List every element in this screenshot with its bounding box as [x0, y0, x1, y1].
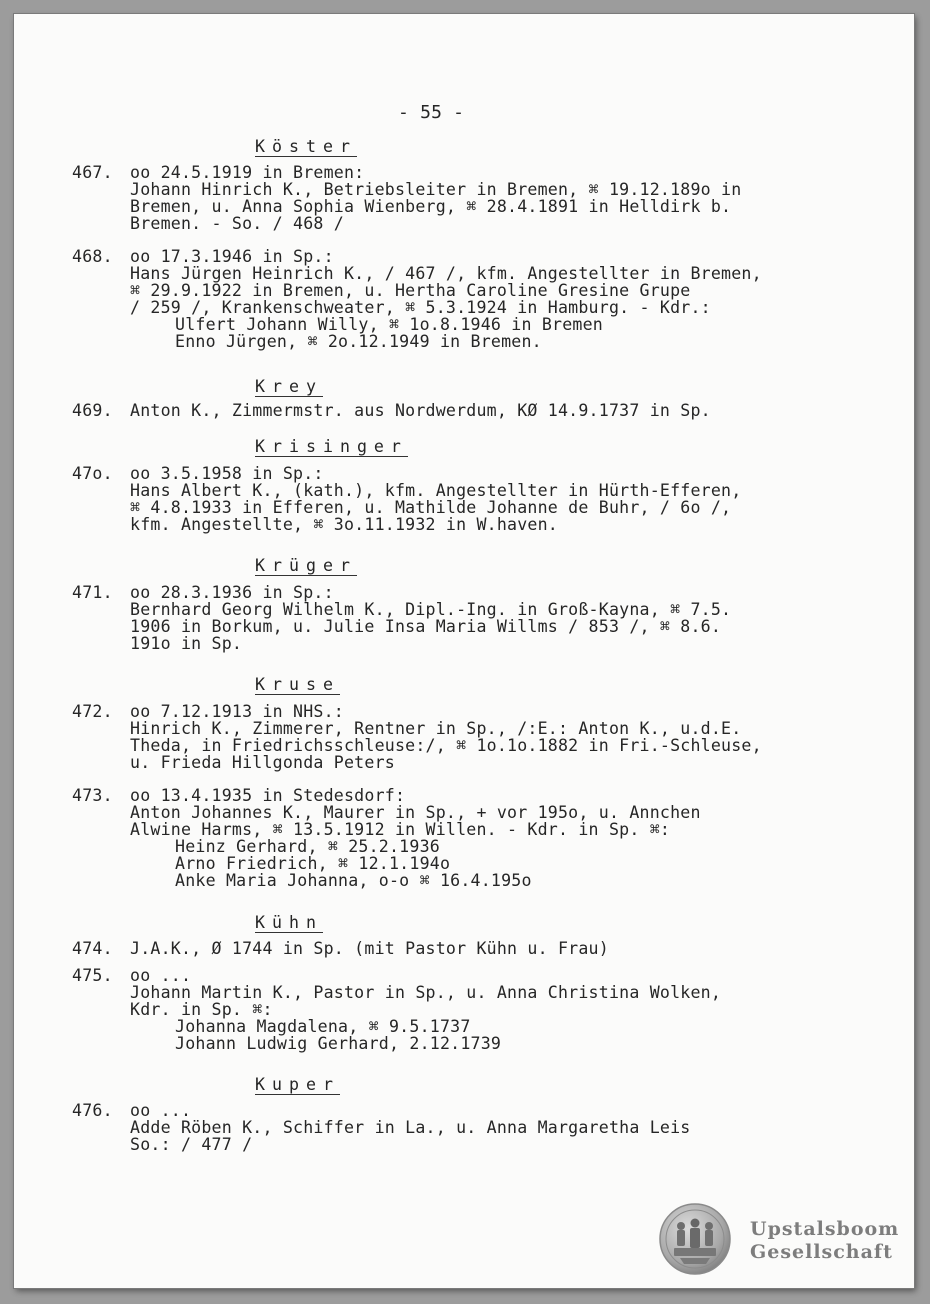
entry-line: Johann Ludwig Gerhard, 2.12.1739	[175, 1034, 502, 1053]
entry-line: oo ...	[130, 966, 192, 985]
section-heading-kuehn: Kühn	[255, 913, 323, 932]
entry-number: 475.	[72, 966, 113, 985]
entry-line: Heinz Gerhard, ⌘ 25.2.1936	[175, 837, 440, 856]
entry-line: Kdr. in Sp. ⌘:	[130, 1000, 273, 1019]
entry-line: Anke Maria Johanna, o-o ⌘ 16.4.195o	[175, 871, 532, 890]
entry-line: Bernhard Georg Wilhelm K., Dipl.-Ing. in Groß-Kayna, ⌘ 7.5.	[130, 600, 732, 619]
entry-line: u. Frieda Hillgonda Peters	[130, 753, 395, 772]
society-name	[750, 1218, 899, 1264]
entry-line: kfm. Angestellte, ⌘ 3o.11.1932 in W.haven.	[130, 515, 558, 534]
entry-number: 468.	[72, 247, 113, 266]
entry-line: Alwine Harms, ⌘ 13.5.1912 in Willen. - Kdr. in Sp. ⌘:	[130, 820, 671, 839]
entry-line: Enno Jürgen, ⌘ 2o.12.1949 in Bremen.	[175, 332, 542, 351]
entry-line: Bremen, u. Anna Sophia Wienberg, ⌘ 28.4.1891 in Helldirk b.	[130, 197, 732, 216]
entry-line: oo 13.4.1935 in Stedesdorf:	[130, 786, 406, 805]
typewritten-text	[14, 14, 914, 1288]
entry-line: oo 17.3.1946 in Sp.:	[130, 247, 334, 266]
section-heading-krey: Krey	[255, 377, 323, 396]
entry-line: oo ...	[130, 1101, 192, 1120]
entry-line: ⌘ 4.8.1933 in Efferen, u. Mathilde Johanne de Buhr, / 6o /,	[130, 498, 732, 517]
entry-line: oo 28.3.1936 in Sp.:	[130, 583, 334, 602]
entry-number: 467.	[72, 163, 113, 182]
section-heading-kruse: Kruse	[255, 675, 340, 694]
entry-line: So.: / 477 /	[130, 1135, 253, 1154]
section-heading-koester: Köster	[255, 137, 357, 156]
entry-line: Johanna Magdalena, ⌘ 9.5.1737	[175, 1017, 471, 1036]
entry-line: oo 3.5.1958 in Sp.:	[130, 464, 324, 483]
section-heading-krisinger: Krisinger	[255, 437, 408, 456]
entry-line: Johann Martin K., Pastor in Sp., u. Anna Christina Wolken,	[130, 983, 722, 1002]
section-heading-krueger: Krüger	[255, 556, 357, 575]
society-watermark-logo	[658, 1202, 898, 1276]
entry-line: Hans Jürgen Heinrich K., / 467 /, kfm. Angestellter in Bremen,	[130, 264, 762, 283]
entry-line: Ulfert Johann Willy, ⌘ 1o.8.1946 in Bremen	[175, 315, 603, 334]
entry-line: Hans Albert K., (kath.), kfm. Angestellter in Hürth-Efferen,	[130, 481, 742, 500]
entry-number: 476.	[72, 1101, 113, 1120]
entry-line: ⌘ 29.9.1922 in Bremen, u. Hertha Caroline Gresine Grupe	[130, 281, 691, 300]
entry-line: Anton K., Zimmermstr. aus Nordwerdum, KØ 14.9.1737 in Sp.	[130, 401, 711, 420]
entry-number: 472.	[72, 702, 113, 721]
entry-line: / 259 /, Krankenschweater, ⌘ 5.3.1924 in Hamburg. - Kdr.:	[130, 298, 711, 317]
entry-line: Hinrich K., Zimmerer, Rentner in Sp., /:E.: Anton K., u.d.E.	[130, 719, 742, 738]
section-heading-kuper: Kuper	[255, 1075, 340, 1094]
entry-line: Arno Friedrich, ⌘ 12.1.194o	[175, 854, 451, 873]
seal-icon	[658, 1202, 732, 1276]
entry-line: 1906 in Borkum, u. Julie Insa Maria Willms / 853 /, ⌘ 8.6.	[130, 617, 722, 636]
entry-number: 471.	[72, 583, 113, 602]
entry-line: Johann Hinrich K., Betriebsleiter in Bremen, ⌘ 19.12.189o in	[130, 180, 742, 199]
page-number: - 55 -	[398, 102, 465, 123]
entry-line: oo 7.12.1913 in NHS.:	[130, 702, 344, 721]
document-page	[14, 14, 914, 1288]
entry-line: Anton Johannes K., Maurer in Sp., + vor 195o, u. Annchen	[130, 803, 701, 822]
entry-line: Bremen. - So. / 468 /	[130, 214, 344, 233]
entry-line: Theda, in Friedrichsschleuse:/, ⌘ 1o.1o.1882 in Fri.-Schleuse,	[130, 736, 762, 755]
entry-number: 474.	[72, 939, 113, 958]
entry-number: 473.	[72, 786, 113, 805]
entry-line: J.A.K., Ø 1744 in Sp. (mit Pastor Kühn u. Frau)	[130, 939, 609, 958]
society-name-line2: Gesellschaft	[750, 1241, 893, 1263]
entry-number: 469.	[72, 401, 113, 420]
society-name-line1: Upstalsboom	[750, 1218, 900, 1240]
entry-line: 191o in Sp.	[130, 634, 243, 653]
entry-line: Adde Röben K., Schiffer in La., u. Anna Margaretha Leis	[130, 1118, 691, 1137]
entry-line: oo 24.5.1919 in Bremen:	[130, 163, 365, 182]
entry-number: 47o.	[72, 464, 113, 483]
